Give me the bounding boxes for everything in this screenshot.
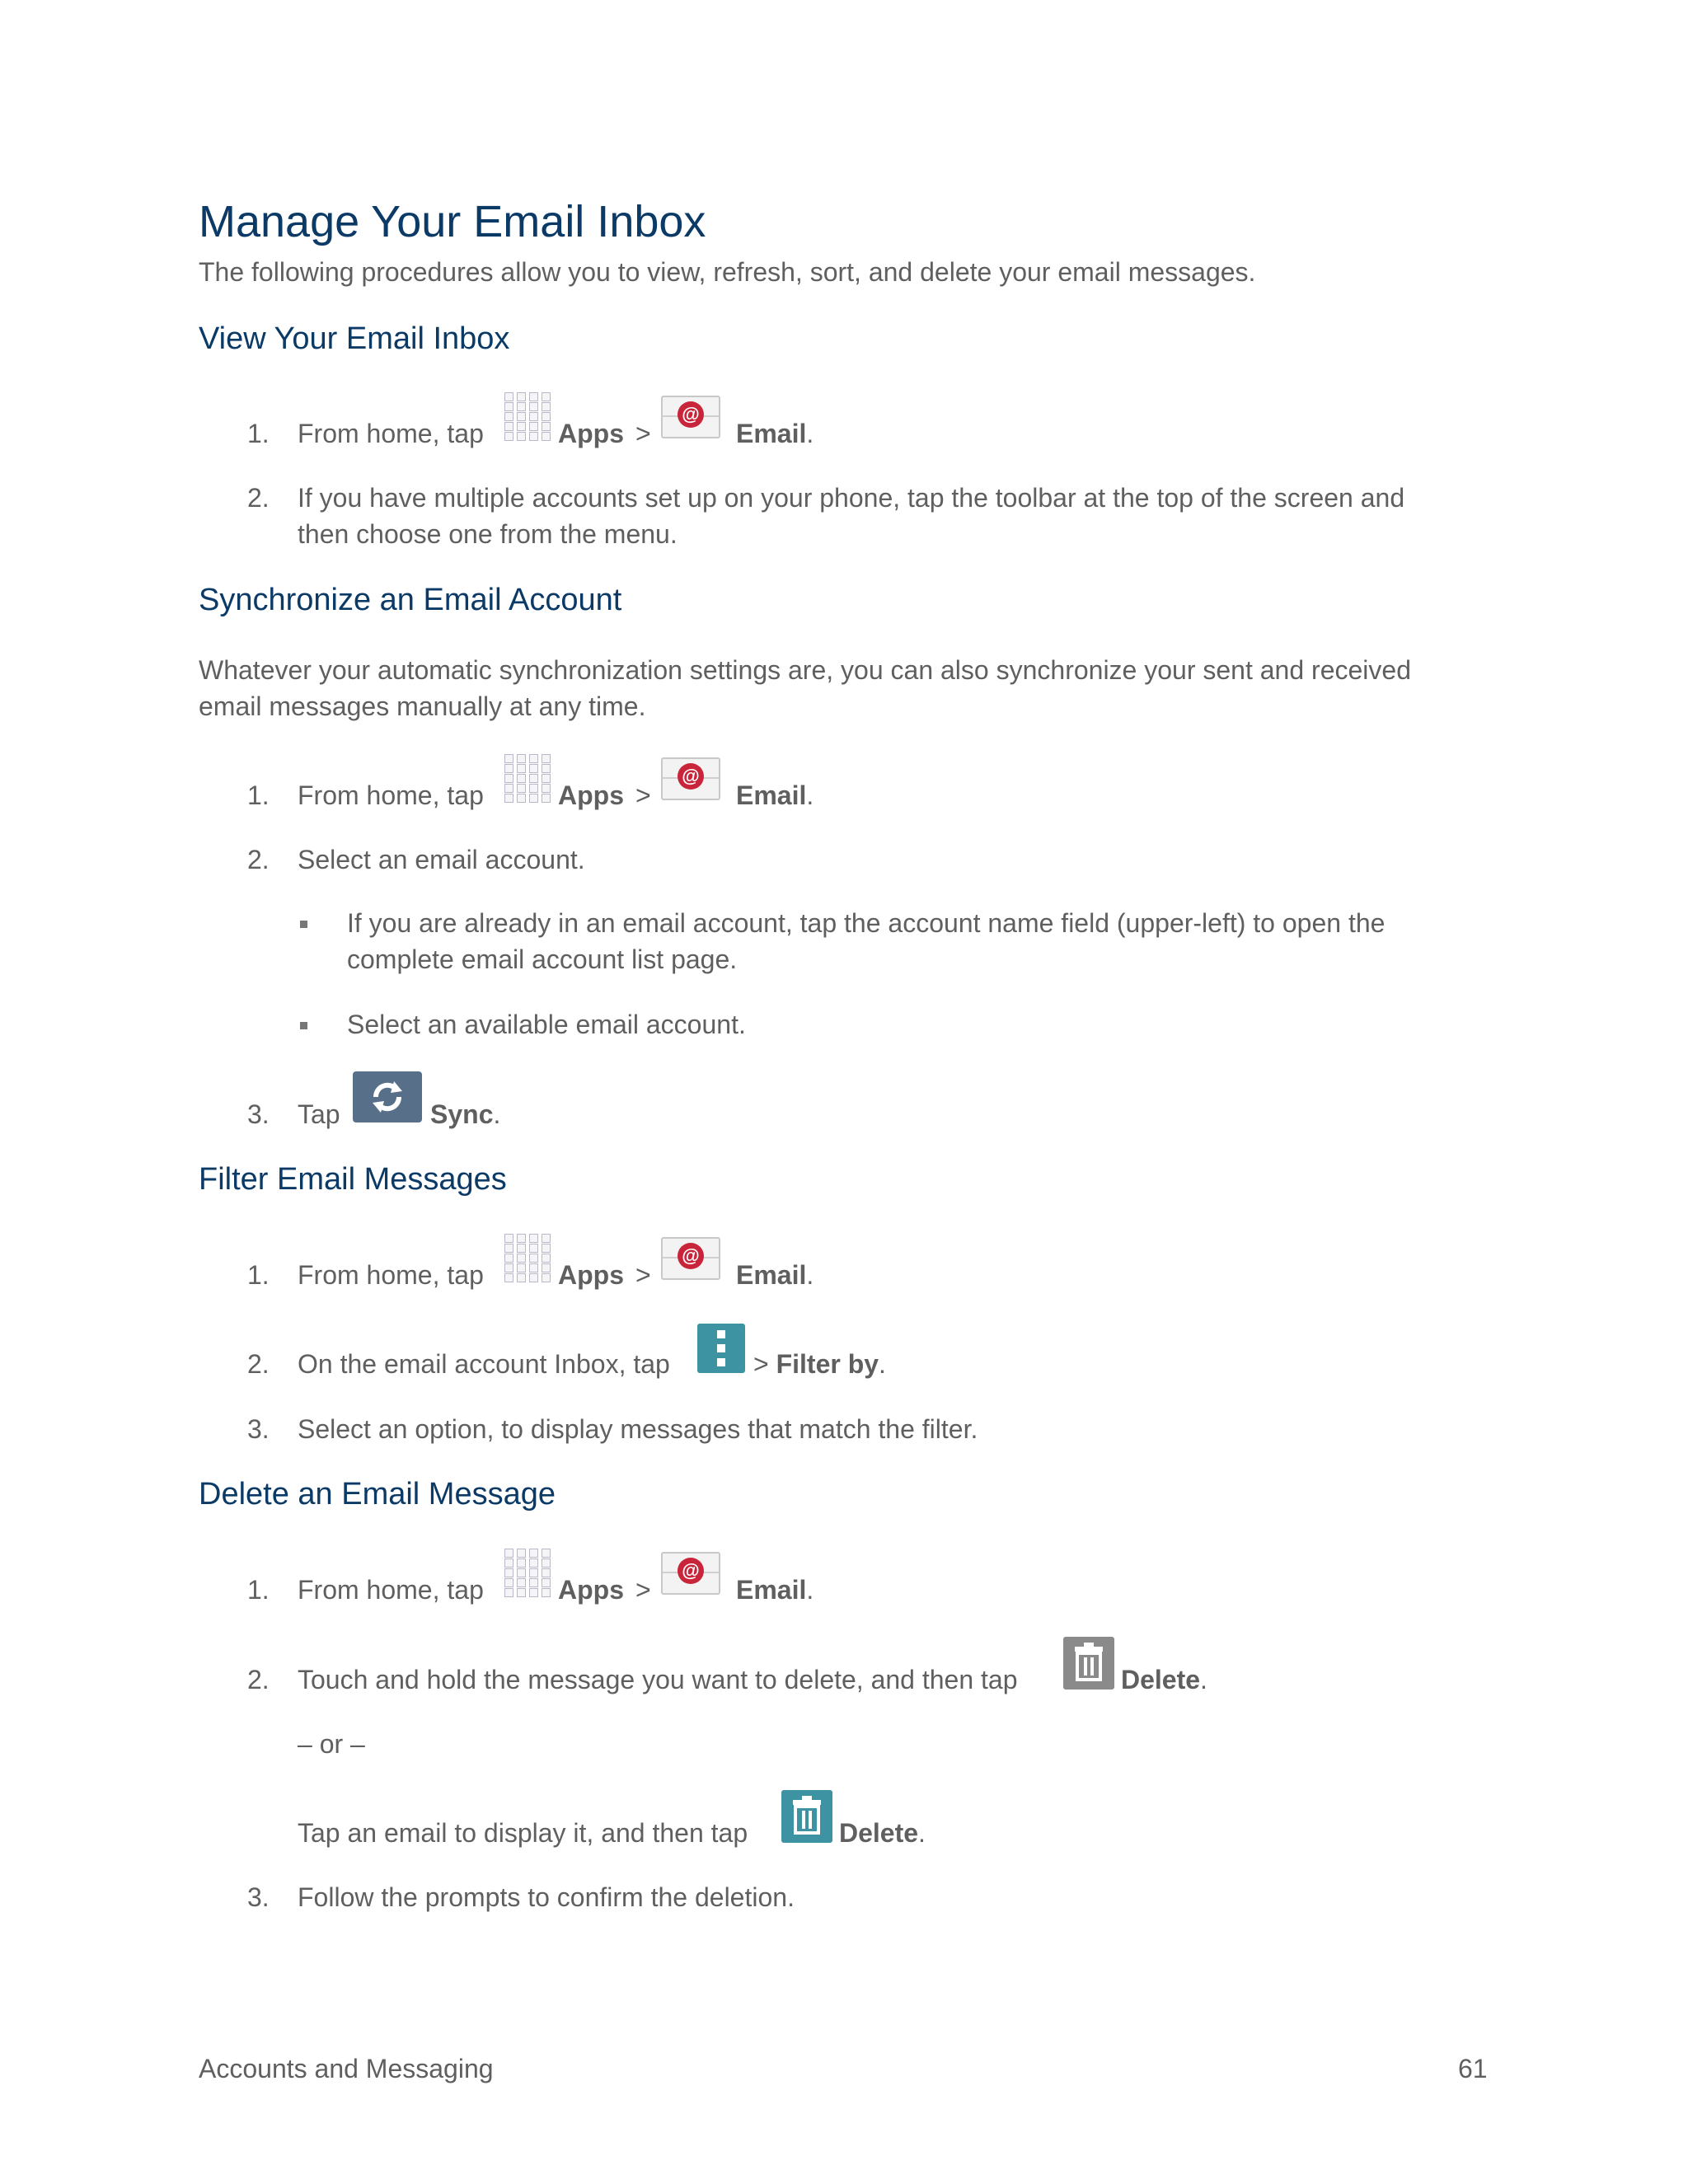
apps-grid-cell (529, 774, 538, 783)
apps-grid-cell (517, 764, 526, 773)
bullet-text: complete email account list page. (347, 944, 738, 974)
delete-label-wrap (1121, 1665, 1207, 1695)
apps-grid-cell (517, 754, 526, 763)
apps-grid-cell (529, 1263, 538, 1272)
step-text: From home, tap (298, 1575, 484, 1605)
apps-grid-cell (542, 1273, 551, 1282)
apps-grid-cell (542, 1254, 551, 1263)
apps-grid-cell (517, 412, 526, 421)
apps-grid-cell (517, 1273, 526, 1282)
email-label-wrap (736, 780, 814, 811)
separator: > (635, 1260, 651, 1290)
email-label-wrap (736, 1575, 814, 1605)
page-number: 61 (1458, 2054, 1488, 2083)
apps-grid-cell (542, 412, 551, 421)
apps-grid-cell (542, 1549, 551, 1558)
apps-grid-cell (542, 784, 551, 793)
apps-grid-cell (504, 794, 513, 803)
apps-grid-cell (517, 432, 526, 441)
apps-label: Apps (558, 1260, 624, 1290)
apps-grid-cell (529, 1244, 538, 1253)
separator: > (635, 780, 651, 810)
apps-label: Apps (558, 1575, 624, 1605)
apps-grid-cell (529, 1549, 538, 1558)
apps-grid-cell (517, 422, 526, 431)
apps-grid-cell (529, 1273, 538, 1282)
step-text: From home, tap (298, 419, 484, 448)
separator: > (635, 419, 651, 448)
trash-icon (1063, 1637, 1114, 1690)
apps-grid-cell (529, 1558, 538, 1568)
intro-text: The following procedures allow you to view, refresh, sort, and delete your email messages. (199, 257, 1256, 287)
sync-label: Sync (430, 1099, 494, 1129)
sync-label-wrap (430, 1099, 500, 1130)
step-number: 2. (247, 483, 270, 513)
apps-grid-cell (504, 432, 513, 441)
apps-grid-cell (504, 754, 513, 763)
step-number: 1. (247, 1575, 270, 1605)
apps-grid-cell (517, 402, 526, 411)
step-number: 1. (247, 1260, 270, 1290)
delete-label: Delete (839, 1818, 919, 1848)
apps-grid-cell (542, 1588, 551, 1597)
step-text: Touch and hold the message you want to delete, and then tap (298, 1665, 1018, 1694)
apps-grid-cell (529, 1588, 538, 1597)
bullet-marker (300, 921, 307, 928)
apps-grid-cell (529, 1568, 538, 1577)
email-label: Email (736, 1575, 807, 1605)
apps-grid-cell (504, 764, 513, 773)
page-title: Manage Your Email Inbox (199, 197, 706, 246)
apps-grid-cell (504, 1234, 513, 1243)
section-heading-view: View Your Email Inbox (199, 321, 510, 356)
apps-grid-cell (529, 1234, 538, 1243)
step-text: Tap (298, 1099, 340, 1129)
step-number: 1. (247, 780, 270, 810)
apps-grid-cell (529, 764, 538, 773)
footer-section: Accounts and Messaging (199, 2054, 494, 2083)
email-label-wrap (736, 1260, 814, 1291)
apps-grid-cell (542, 1578, 551, 1587)
apps-grid-cell (504, 1578, 513, 1587)
email-label: Email (736, 1260, 807, 1290)
apps-grid-cell (504, 422, 513, 431)
email-app-icon: @ (661, 757, 720, 800)
step-number: 3. (247, 1414, 270, 1444)
apps-grid-cell (504, 1254, 513, 1263)
step-text: Tap an email to display it, and then tap (298, 1818, 748, 1848)
email-label-wrap (736, 419, 814, 449)
sync-icon (353, 1071, 422, 1122)
apps-grid-cell (529, 422, 538, 431)
period: . (918, 1818, 926, 1848)
email-app-icon: @ (661, 396, 720, 438)
step-text: If you have multiple accounts set up on your phone, tap the toolbar at the top of the screen and (298, 483, 1405, 513)
step-number: 2. (247, 1665, 270, 1694)
trash-icon (781, 1790, 832, 1843)
step-text: Follow the prompts to confirm the deletion. (298, 1882, 795, 1912)
bullet-text: If you are already in an email account, tap the account name field (upper-left) to open the (347, 908, 1386, 938)
section-heading-filter: Filter Email Messages (199, 1162, 507, 1197)
apps-grid-cell (529, 392, 538, 401)
apps-grid-cell (517, 1549, 526, 1558)
apps-grid-cell (504, 1273, 513, 1282)
apps-grid-cell (504, 1263, 513, 1272)
apps-grid-cell (517, 774, 526, 783)
apps-icon (501, 752, 554, 805)
apps-grid-cell (504, 402, 513, 411)
more-options-icon (697, 1324, 745, 1373)
email-label: Email (736, 419, 807, 448)
separator: > (753, 1349, 769, 1379)
apps-grid-cell (542, 1558, 551, 1568)
step-text: On the email account Inbox, tap (298, 1349, 670, 1379)
apps-grid-cell (542, 1568, 551, 1577)
apps-grid-cell (504, 392, 513, 401)
period: . (806, 780, 814, 810)
step-number: 3. (247, 1099, 270, 1129)
apps-grid-cell (529, 1254, 538, 1263)
bullet-text: Select an available email account. (347, 1010, 746, 1039)
step-text: then choose one from the menu. (298, 519, 678, 549)
apps-grid-cell (517, 794, 526, 803)
apps-grid-cell (517, 1234, 526, 1243)
step-text: From home, tap (298, 1260, 484, 1290)
step-number: 1. (247, 419, 270, 448)
apps-grid-cell (504, 774, 513, 783)
apps-label: Apps (558, 419, 624, 448)
apps-grid-cell (504, 1549, 513, 1558)
apps-icon (501, 1547, 554, 1600)
email-app-icon: @ (661, 1552, 720, 1595)
period: . (806, 1260, 814, 1290)
apps-grid-cell (542, 392, 551, 401)
step-number: 2. (247, 845, 270, 874)
period: . (806, 1575, 814, 1605)
step-number: 3. (247, 1882, 270, 1912)
apps-grid-cell (504, 1588, 513, 1597)
apps-grid-cell (517, 1254, 526, 1263)
step-text: Select an email account. (298, 845, 585, 874)
apps-icon (501, 391, 554, 443)
apps-grid-cell (517, 1578, 526, 1587)
apps-grid-cell (542, 432, 551, 441)
apps-grid-cell (517, 1588, 526, 1597)
apps-grid-cell (542, 774, 551, 783)
filter-by-wrap (753, 1349, 886, 1380)
apps-grid-cell (517, 784, 526, 793)
period: . (493, 1099, 501, 1129)
apps-grid-cell (529, 412, 538, 421)
apps-label: Apps (558, 780, 624, 810)
apps-icon (501, 1232, 554, 1285)
apps-grid-cell (542, 1263, 551, 1272)
apps-grid-cell (504, 1568, 513, 1577)
apps-grid-cell (542, 794, 551, 803)
paragraph-text: Whatever your automatic synchronization settings are, you can also synchronize your sent and received (199, 655, 1411, 685)
period: . (879, 1349, 886, 1379)
apps-grid-cell (542, 402, 551, 411)
period: . (806, 419, 814, 448)
period: . (1200, 1665, 1207, 1694)
apps-grid-cell (542, 422, 551, 431)
apps-grid-cell (529, 1578, 538, 1587)
apps-grid-cell (542, 1234, 551, 1243)
apps-grid-cell (529, 402, 538, 411)
apps-grid-cell (529, 794, 538, 803)
delete-label: Delete (1121, 1665, 1201, 1694)
apps-grid-cell (517, 1244, 526, 1253)
section-heading-delete: Delete an Email Message (199, 1477, 556, 1511)
apps-grid-cell (504, 412, 513, 421)
apps-grid-cell (517, 1263, 526, 1272)
apps-grid-cell (517, 1568, 526, 1577)
delete-label-wrap (839, 1818, 926, 1849)
apps-grid-cell (542, 1244, 551, 1253)
apps-grid-cell (529, 754, 538, 763)
step-number: 2. (247, 1349, 270, 1379)
section-heading-sync: Synchronize an Email Account (199, 583, 622, 617)
apps-grid-cell (504, 1558, 513, 1568)
step-text: Select an option, to display messages that match the filter. (298, 1414, 978, 1444)
filter-by-label: Filter by (776, 1349, 879, 1379)
apps-grid-cell (529, 432, 538, 441)
bullet-marker (300, 1022, 307, 1029)
apps-grid-cell (542, 764, 551, 773)
apps-grid-cell (517, 1558, 526, 1568)
apps-grid-cell (529, 784, 538, 793)
step-text: From home, tap (298, 780, 484, 810)
email-app-icon: @ (661, 1237, 720, 1280)
apps-grid-cell (542, 754, 551, 763)
apps-grid-cell (504, 1244, 513, 1253)
paragraph-text: email messages manually at any time. (199, 691, 646, 721)
separator: > (635, 1575, 651, 1605)
apps-grid-cell (504, 784, 513, 793)
apps-grid-cell (517, 392, 526, 401)
or-separator: – or – (298, 1729, 365, 1759)
email-label: Email (736, 780, 807, 810)
